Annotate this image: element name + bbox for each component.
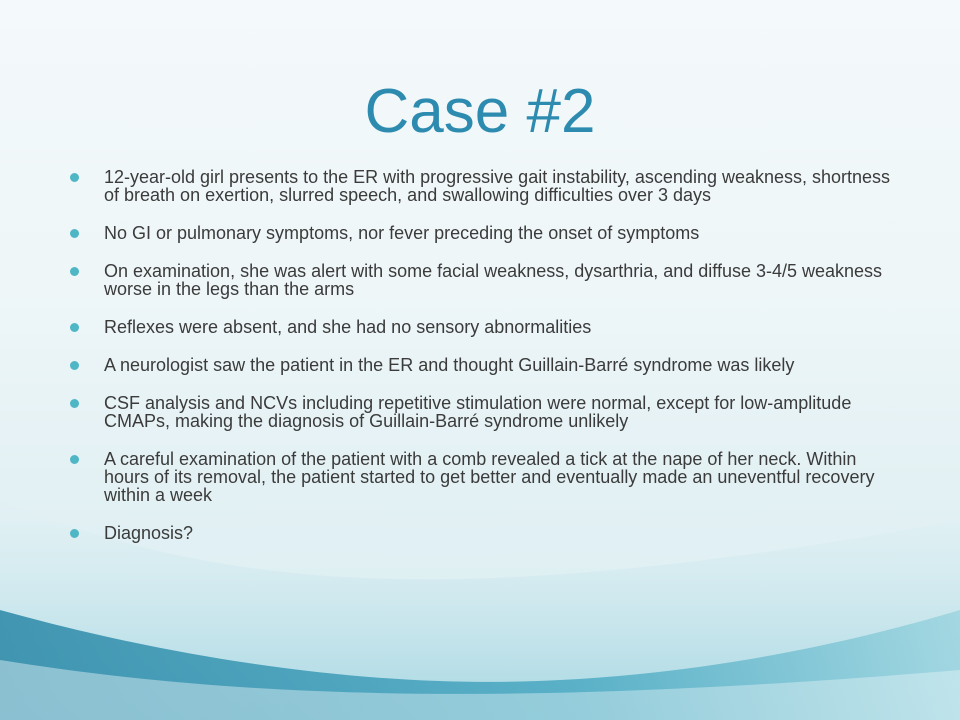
bullet-list: [68, 168, 898, 562]
bullet-text: On examination, she was alert with some facial weakness, dysarthria, and diffuse 3-4/5 weakness worse in the legs than the arms: [104, 261, 883, 299]
bullet-text: CSF analysis and NCVs including repetitive stimulation were normal, except for low-amplitude CMAPs, making the diagnosis of Guillain-Barré syndrome unlikely: [104, 393, 852, 431]
bullet-dot-icon: [70, 267, 79, 276]
slide-title: Case #2: [364, 77, 596, 146]
bullet-item: [68, 356, 898, 374]
bullet-text: A neurologist saw the patient in the ER and thought Guillain-Barré syndrome was likely: [104, 355, 795, 375]
bullet-dot-icon: [70, 455, 79, 464]
bullet-text: A careful examination of the patient with a comb revealed a tick at the nape of her neck. Within hours of its removal, the patient started to get better and eventually made an uneventful recovery within a week: [104, 449, 875, 505]
bullet-text: 12-year-old girl presents to the ER with progressive gait instability, ascending weakness, shortness of breath on exertion, slurred speech, and swallowing difficulties over 3 days: [104, 167, 891, 205]
bullet-text: Diagnosis?: [104, 523, 194, 543]
bullet-dot-icon: [70, 529, 79, 538]
bullet-item: [68, 450, 898, 504]
bullet-dot-icon: [70, 361, 79, 370]
bullet-item: [68, 168, 898, 204]
bullet-dot-icon: [70, 323, 79, 332]
bullet-item: [68, 262, 898, 298]
bullet-text: Reflexes were absent, and she had no sensory abnormalities: [104, 317, 592, 337]
bullet-item: [68, 524, 898, 542]
bullet-dot-icon: [70, 229, 79, 238]
bullet-text: No GI or pulmonary symptoms, nor fever preceding the onset of symptoms: [104, 223, 700, 243]
bullet-item: [68, 318, 898, 336]
bullet-item: [68, 224, 898, 242]
bullet-dot-icon: [70, 399, 79, 408]
bullet-dot-icon: [70, 173, 79, 182]
bullet-item: [68, 394, 898, 430]
